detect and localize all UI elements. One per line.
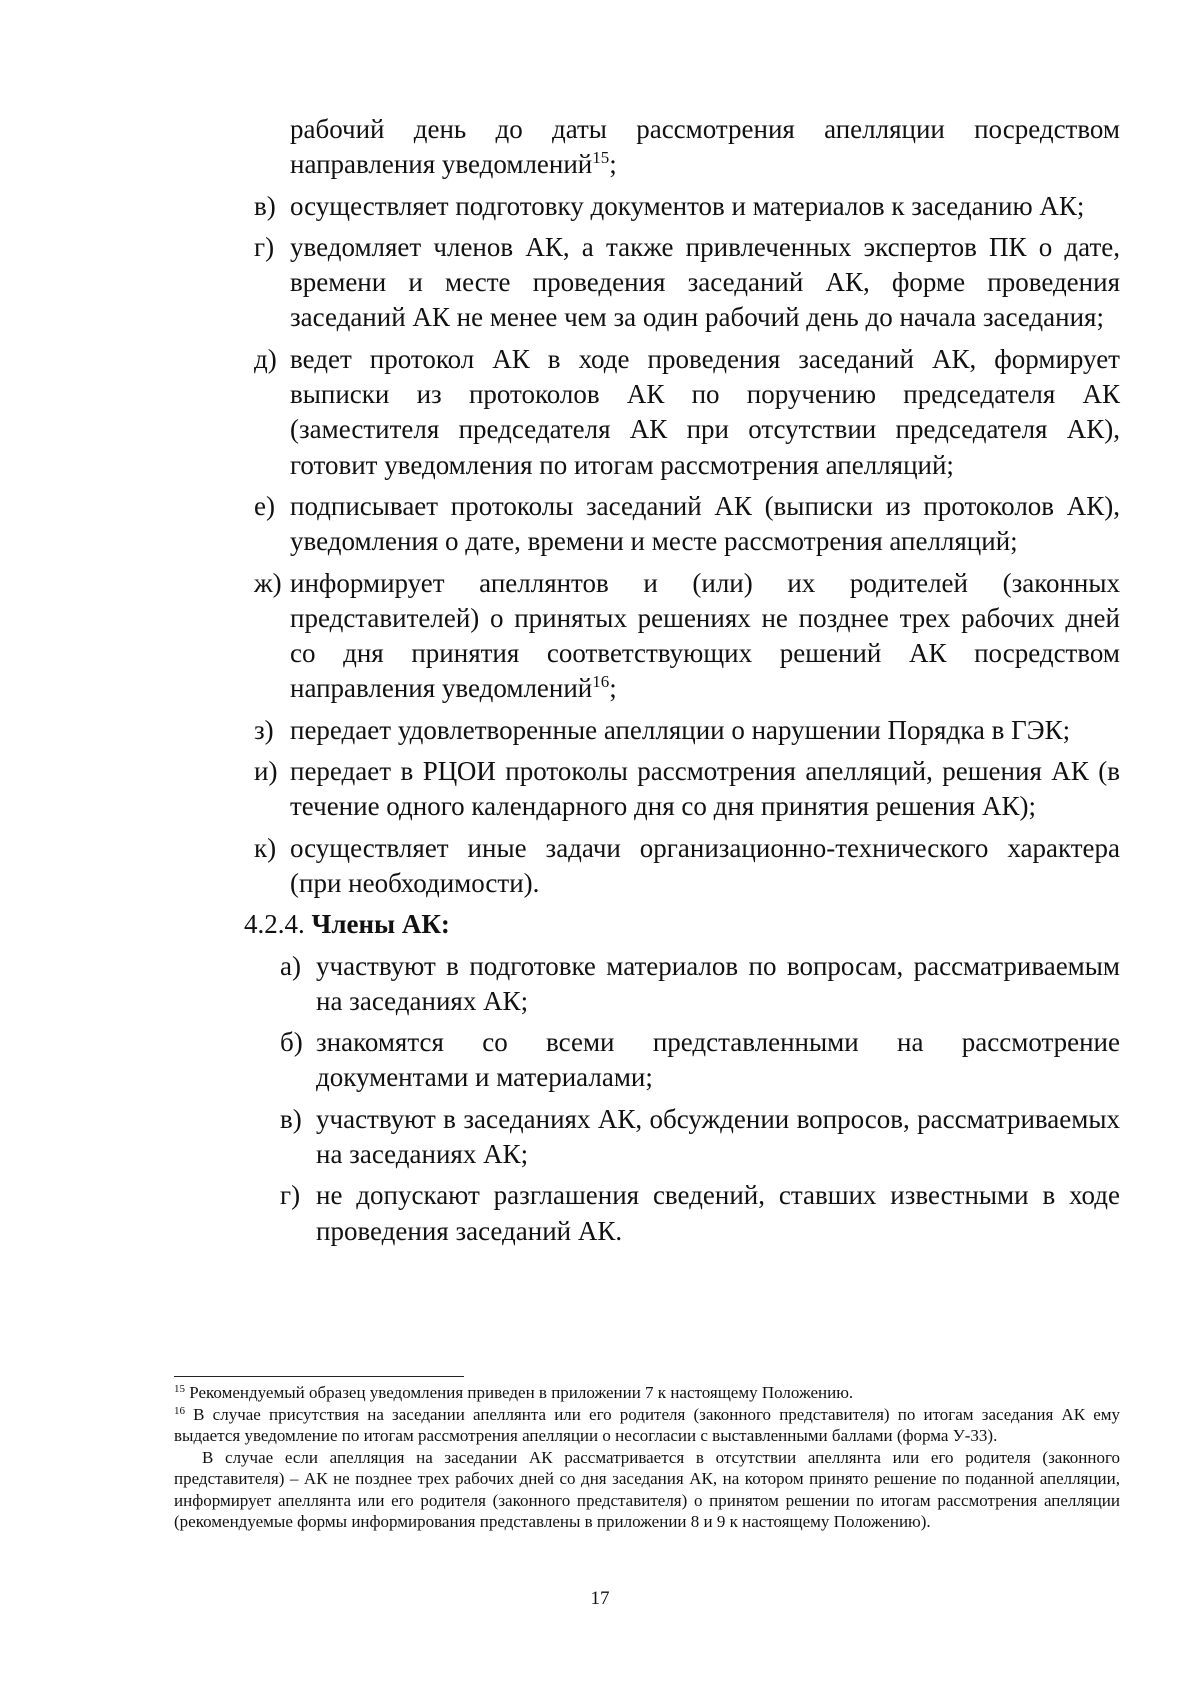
list-item-k: [254, 831, 1120, 902]
list-marker: г): [280, 1180, 301, 1211]
footnote-16: [174, 1404, 1120, 1447]
list-item-v: [254, 189, 1120, 224]
list-item-zh: [254, 566, 1120, 707]
main-text: [0, 112, 1200, 1255]
list-item-text: участвуют в заседаниях АК, обсуждении вопросов, рассматриваемых на заседаниях АК;: [316, 1103, 1120, 1170]
list-item-e: [254, 489, 1120, 560]
list-item-text: ведет протокол АК в ходе проведения заседаний АК, формирует выписки из протоколов АК по поручению председателя АК (заместителя председателя АК при отсутствии председателя АК), готовит уведомления по итогам рассмотрения апелляций;: [290, 343, 1120, 480]
list-item-text: участвуют в подготовке материалов по вопросам, рассматриваемым на заседаниях АК;: [316, 950, 1120, 1016]
list-item-d: [254, 342, 1120, 483]
page-number: 17: [590, 1588, 610, 1609]
list-item-text: не допускают разглашения сведений, ставших известными в ходе проведения заседаний АК.: [316, 1180, 1120, 1246]
list-marker: а): [280, 950, 301, 981]
sub-item-a: [280, 949, 1120, 1020]
section-heading: [244, 907, 1200, 942]
list-item-text: подписывает протоколы заседаний АК (выписки из протоколов АК), уведомления о дате, времени и месте рассмотрения апелляций;: [290, 490, 1120, 557]
section-title: Члены АК:: [311, 909, 450, 940]
list-marker: в): [280, 1103, 302, 1134]
list-item-text: осуществляет иные задачи организационно-технического характера (при необходимости).: [290, 832, 1120, 898]
paragraph-text: рабочий день до даты рассмотрения апелляции посредством направления уведомлений: [290, 114, 1120, 180]
list-marker: и): [254, 756, 278, 787]
list-marker: г): [254, 231, 275, 262]
list-item-g: [254, 230, 1120, 336]
footnote-mark: 16: [174, 1404, 185, 1417]
list-item-text: [290, 566, 1120, 707]
list-item-body: информирует апеллянтов и (или) их родителей (законных представителей) о принятых решениях не позднее трех рабочих дней со дня принятия соответствующих решений АК посредством направления уведомлений: [290, 567, 1120, 704]
section-number: 4.2.4.: [244, 909, 305, 940]
list-item-i: [254, 754, 1120, 825]
punctuation: ;: [609, 149, 617, 180]
footnote-separator: [174, 1376, 464, 1377]
list-marker: в): [254, 190, 276, 221]
list-item-text: уведомляет членов АК, а также привлеченных экспертов ПК о дате, времени и месте проведения заседаний АК, форме проведения заседаний АК не менее чем за один рабочий день до начала заседания;: [290, 231, 1120, 333]
list-item-text: передает удовлетворенные апелляции о нарушении Порядка в ГЭК;: [290, 714, 1071, 745]
list-marker: з): [254, 714, 274, 745]
list-item-text: осуществляет подготовку документов и материалов к заседанию АК;: [290, 190, 1085, 221]
punctuation: ;: [609, 673, 617, 704]
list-item-text: знакомятся со всеми представленными на рассмотрение документами и материалами;: [316, 1027, 1120, 1093]
list-item-text: передает в РЦОИ протоколы рассмотрения апелляций, решения АК (в течение одного календарного дня со дня принятия решения АК);: [290, 756, 1120, 822]
footnotes: [174, 1382, 1120, 1533]
footnote-ref-16[interactable]: 16: [592, 672, 610, 692]
list-item-z: [254, 713, 1120, 748]
sub-item-v: [280, 1102, 1120, 1173]
list-marker: ж): [254, 567, 282, 598]
footnote-text: В случае присутствия на заседании апеллянта или его родителя (законного представителя) по итогам заседания АК ему выдается уведомление по итогам рассмотрения апелляции о несогласии с выставленными баллами (форма У-33).: [174, 1404, 1121, 1445]
list-marker: б): [280, 1027, 303, 1058]
sub-item-g: [280, 1178, 1120, 1249]
continuation-paragraph: [290, 112, 1120, 183]
footnote-text: Рекомендуемый образец уведомления приведен в приложении 7 к настоящему Положению.: [189, 1383, 854, 1402]
sub-item-b: [280, 1025, 1120, 1096]
list-marker: к): [254, 832, 277, 863]
footnote-mark: 15: [174, 1383, 185, 1395]
footnote-16-continued: В случае если апелляция на заседании АК рассматривается в отсутствии апеллянта или его родителя (законного представителя) – АК не позднее трех рабочих дней со дня заседания АК, на котором принято решение по поданной апелляции, информирует апеллянта или его родителя (законного представителя) о принятом решении по итогам рассмотрения апелляции (рекомендуемые формы информирования представлены в приложении 8 и 9 к настоящему Положению).: [174, 1447, 1120, 1531]
footnote-ref-15[interactable]: 15: [592, 148, 610, 168]
list-marker: д): [254, 343, 277, 374]
footnote-15: [174, 1382, 1120, 1404]
list-marker: е): [254, 490, 275, 521]
